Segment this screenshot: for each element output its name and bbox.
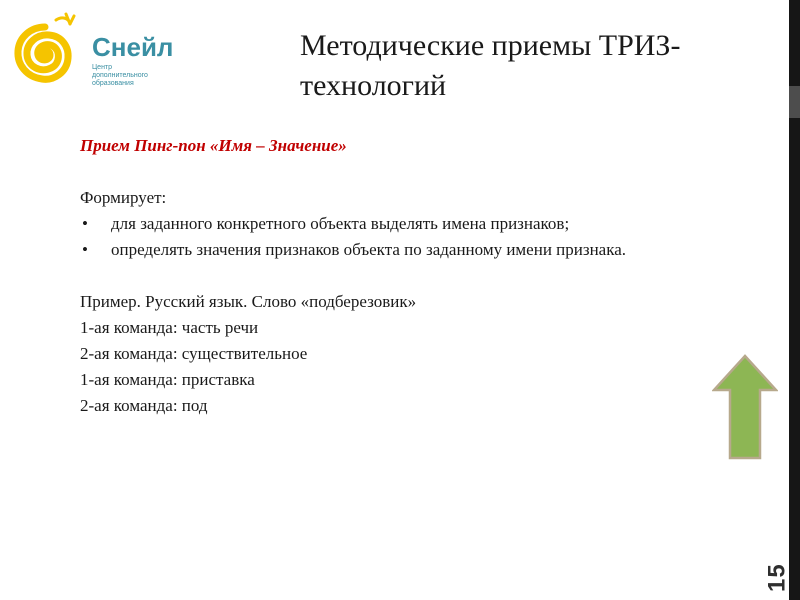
bullet-item — [80, 211, 730, 237]
bullet-list — [80, 211, 730, 263]
bullet-text: для заданного конкретного объекта выделять имена признаков; — [111, 214, 570, 233]
logo — [6, 10, 174, 90]
example-line: 1-ая команда: приставка — [80, 370, 255, 389]
side-bar — [789, 0, 800, 600]
logo-name: Снейл — [92, 32, 174, 62]
slide-content — [80, 133, 730, 419]
bullet-text: определять значения признаков объекта по заданному имени признака. — [111, 240, 627, 259]
example-line: 2-ая команда: под — [80, 396, 208, 415]
bullet-dot: • — [82, 240, 88, 259]
forms-label: Формирует: — [80, 188, 167, 207]
technique-heading: Прием Пинг-пон «Имя – Значение» — [80, 136, 347, 155]
example-line: Пример. Русский язык. Слово «подберезовик» — [80, 292, 417, 311]
snail-spiral-icon — [6, 10, 86, 90]
slide-title: Методические приемы ТРИЗ-технологий — [300, 29, 681, 102]
example-line: 1-ая команда: часть речи — [80, 318, 259, 337]
logo-subtitle: Центр дополнительного образования — [92, 64, 148, 87]
side-bar-segment — [789, 118, 800, 600]
up-arrow-icon[interactable] — [712, 354, 778, 460]
example-line: 2-ая команда: существительное — [80, 344, 308, 363]
bullet-item — [80, 237, 730, 263]
bullet-dot: • — [82, 214, 88, 233]
side-bar-accent — [789, 86, 800, 118]
slide-number: 15 — [764, 563, 791, 592]
side-bar-segment — [789, 0, 800, 86]
